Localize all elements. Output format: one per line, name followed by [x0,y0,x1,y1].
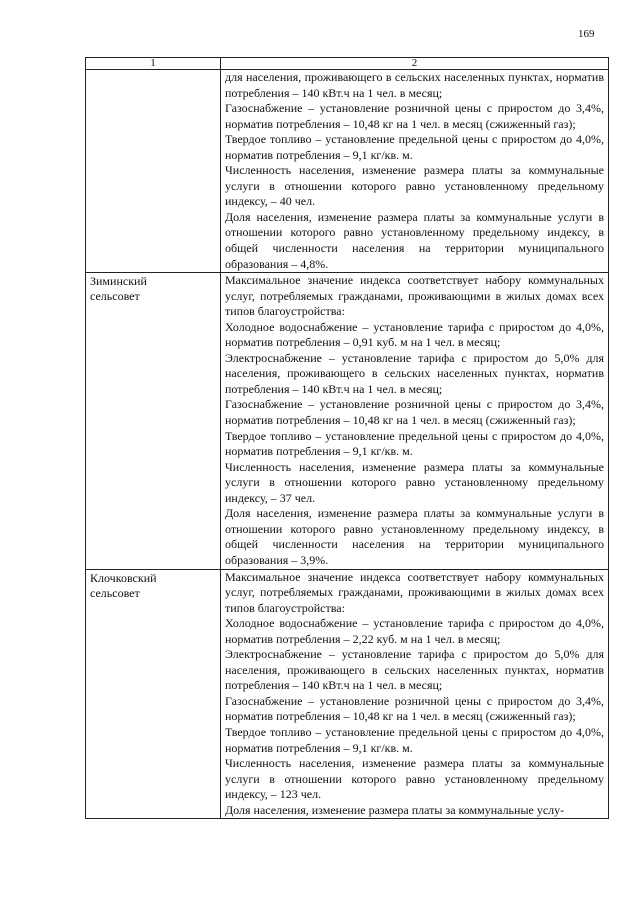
table-header-row [86,58,609,70]
settlement-name-line: Клочковский [90,570,157,585]
description-paragraph: Газоснабжение – установление розничной цены с приростом до 3,4%, норматив потребления – 10,48 кг на 1 чел. в месяц (сжиженный газ); [225,693,604,724]
description-paragraph: для населения, проживающего в сельских населенных пунктах, норматив потребления – 140 кВт.ч на 1 чел. в месяц; [225,70,604,100]
description-paragraph: Доля населения, изменение размера платы за коммунальные услуги в отношении которого равно установленному предельному индексу, в общей численности населения на территории муниципального образования – 4,8%. [225,209,604,271]
description-paragraph: Доля населения, изменение размера платы за коммунальные услуги в отношении которого равно установленному предельному индексу, в общей численности населения на территории муниципального образования – 3,9%. [225,506,604,567]
settlement-description-cell [221,70,609,273]
settlement-name-cell [86,273,221,569]
description-paragraph: Электроснабжение – установление тарифа с приростом до 5,0% для населения, проживающего в сельских населенных пунктах, норматив потребления – 140 кВт.ч на 1 чел. в месяц; [225,647,604,693]
settlement-name-line: сельсовет [90,585,140,600]
settlement-name-line: сельсовет [90,289,140,304]
description-paragraph: Доля населения, изменение размера платы за коммунальные услу- [225,802,565,817]
description-paragraph: Газоснабжение – установление розничной цены с приростом до 3,4%, норматив потребления – 10,48 кг на 1 чел. в месяц (сжиженный газ); [225,397,604,428]
description-paragraph: Максимальное значение индекса соответствует набору коммунальных услуг, потребляемых гражданами, проживающими в жилых домах всех типов благоустройства: [225,569,604,615]
description-paragraph: Твердое топливо – установление предельной цены с приростом до 4,0%, норматив потребления – 9,1 кг/кв. м. [225,724,604,755]
settlements-table [85,57,609,819]
description-paragraph: Максимальное значение индекса соответствует набору коммунальных услуг, потребляемых гражданами, проживающими в жилых домах всех типов благоустройства: [225,273,604,319]
description-paragraph: Твердое топливо – установление предельной цены с приростом до 4,0%, норматив потребления – 9,1 кг/кв. м. [225,428,604,459]
header-col-2: 2 [221,58,609,70]
description-paragraph: Численность населения, изменение размера платы за коммунальные услуги в отношении которого равно установленному предельному индексу, – 37 чел. [225,459,604,505]
description-paragraph: Газоснабжение – установление розничной цены с приростом до 3,4%, норматив потребления – 10,48 кг на 1 чел. в месяц (сжиженный газ); [225,101,604,131]
settlement-name-line: Зиминский [90,274,147,289]
table-row [86,70,609,273]
description-paragraph: Холодное водоснабжение – установление тарифа с приростом до 4,0%, норматив потребления – 2,22 куб. м на 1 чел. в месяц; [225,616,604,646]
page-number: 169 [578,28,595,40]
settlement-name-cell [86,569,221,819]
description-paragraph: Электроснабжение – установление тарифа с приростом до 5,0% для населения, проживающего в сельских населенных пунктах, норматив потребления – 140 кВт.ч на 1 чел. в месяц; [225,350,604,396]
description-paragraph: Холодное водоснабжение – установление тарифа с приростом до 4,0%, норматив потребления – 0,91 куб. м на 1 чел. в месяц; [225,319,604,350]
settlement-description-cell [221,569,609,819]
header-col-1: 1 [86,58,221,70]
settlement-name-cell [86,70,221,273]
description-paragraph: Твердое топливо – установление предельной цены с приростом до 4,0%, норматив потребления – 9,1 кг/кв. м. [225,132,604,162]
table-row [86,569,609,819]
table-row [86,273,609,569]
settlement-description-cell [221,273,609,569]
description-paragraph: Численность населения, изменение размера платы за коммунальные услуги в отношении которого равно установленному предельному индексу, – 123 чел. [225,756,604,802]
description-paragraph: Численность населения, изменение размера платы за коммунальные услуги в отношении которого равно установленному предельному индексу, – 40 чел. [225,163,604,209]
